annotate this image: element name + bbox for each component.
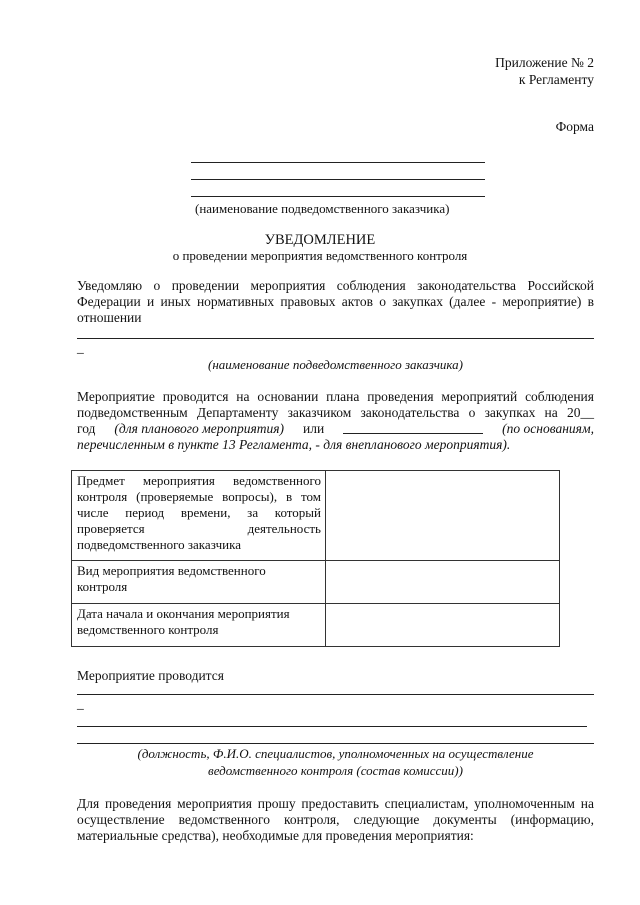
- dates-label-line-1: Дата начала и окончания мероприятия: [77, 606, 290, 621]
- staff-caption-line-2: ведомственного контроля (состав комиссии)): [208, 763, 463, 778]
- table-cell-dates-value[interactable]: [326, 604, 560, 647]
- notice-paragraph: [77, 278, 594, 326]
- basis-grounds-blank: [343, 421, 483, 434]
- documents-line-3: материальные средства), необходимые для проведения мероприятия:: [77, 828, 474, 843]
- customer-name-line-3: [191, 196, 485, 197]
- staff-caption-line-1: (должность, Ф.И.О. специалистов, уполномоченных на осуществление: [137, 746, 534, 761]
- customer-name-line-1: [191, 162, 485, 163]
- appendix-reference: к Регламенту: [518, 72, 594, 87]
- document-subtitle: о проведении мероприятия ведомственного контроля: [172, 248, 468, 263]
- subject-label-line-5: подведомственного заказчика: [77, 537, 241, 552]
- basis-paragraph: [77, 389, 594, 453]
- conducted-by-label: Мероприятие проводится: [77, 668, 224, 683]
- basis-planned-note: (для планового мероприятия): [114, 421, 285, 436]
- staff-dash: _: [77, 696, 84, 711]
- subject-label-line-4: проверяется деятельность: [77, 521, 321, 536]
- documents-request-paragraph: [77, 796, 594, 844]
- staff-line-3: [77, 743, 594, 744]
- basis-grounds-note: (по основаниям,: [502, 421, 594, 436]
- basis-year-word: год: [77, 421, 96, 436]
- staff-line-1: [77, 694, 594, 695]
- subject-label-line-3: числе период времени, за который: [77, 505, 321, 520]
- table-cell-type-label: [72, 561, 326, 604]
- basis-line-1: Мероприятие проводится на основании плана проведения мероприятий соблюдения: [77, 389, 594, 404]
- table-row-subject: [72, 471, 560, 561]
- documents-line-1: Для проведения мероприятия прошу предоставить специалистам, уполномоченным на: [77, 796, 594, 811]
- table-cell-type-value[interactable]: [326, 561, 560, 604]
- type-label-line-1: Вид мероприятия ведомственного: [77, 563, 266, 578]
- document-title: УВЕДОМЛЕНИЕ: [264, 232, 376, 248]
- basis-or-word: или: [303, 421, 325, 436]
- control-details-table: [71, 470, 560, 647]
- notice-line-1: Уведомляю о проведении мероприятия соблюдения законодательства Российской: [77, 278, 594, 293]
- subject-name-dash: _: [77, 340, 84, 355]
- table-row-type: [72, 561, 560, 604]
- basis-line-4: перечисленным в пункте 13 Регламента, - для внепланового мероприятия).: [77, 437, 511, 452]
- appendix-number: Приложение № 2: [495, 55, 594, 70]
- subject-name-line: [77, 338, 594, 339]
- basis-line-2: подведомственным Департаменту заказчиком законодательства о закупках на 20__: [77, 405, 594, 420]
- subject-name-caption: (наименование подведомственного заказчика): [208, 357, 463, 372]
- subject-label-line-1: Предмет мероприятия ведомственного: [77, 473, 321, 488]
- basis-line-3: [77, 421, 594, 437]
- form-label: Форма: [555, 119, 594, 134]
- table-cell-dates-label: [72, 604, 326, 647]
- type-label-line-2: контроля: [77, 579, 128, 594]
- table-row-dates: [72, 604, 560, 647]
- staff-line-2: [77, 726, 587, 727]
- dates-label-line-2: ведомственного контроля: [77, 622, 219, 637]
- notice-line-3: отношении: [77, 310, 142, 325]
- table-cell-subject-label: [72, 471, 326, 561]
- documents-line-2: осуществление ведомственного контроля, следующие документы (информацию,: [77, 812, 594, 827]
- customer-name-line-2: [191, 179, 485, 180]
- customer-name-caption: (наименование подведомственного заказчика): [195, 201, 450, 216]
- subject-label-line-2: контроля (проверяемые вопросы), в том: [77, 489, 321, 504]
- table-cell-subject-value[interactable]: [326, 471, 560, 561]
- notice-line-2: Федерации и иных нормативных правовых актов о закупках (далее - мероприятие) в: [77, 294, 594, 309]
